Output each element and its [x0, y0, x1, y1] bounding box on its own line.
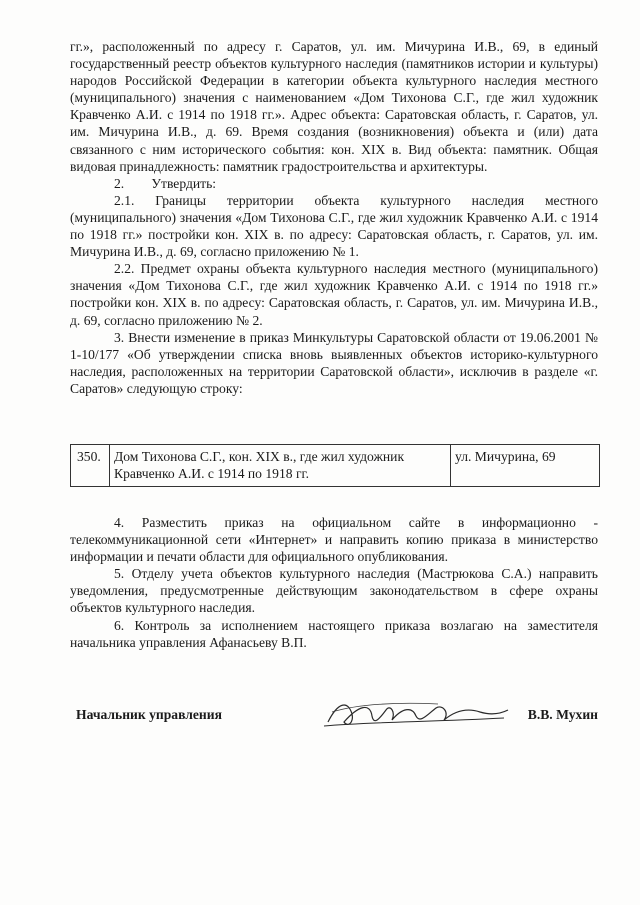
- paragraph-item-2-2: 2.2. Предмет охраны объекта культурного наследия местного (муниципального) значения «Дом Тихонова С.Г., где жил художник Кравченко А.И. с 1914 по 1918 гг.» постройки кон. XIX в. по адресу: Саратовская область, г. Саратов, ул. им. Мичурина И.В., д. 69, согласно приложению № 2.: [70, 261, 598, 328]
- paragraph-item-2-1: 2.1. Границы территории объекта культурного наследия местного (муниципального) значения «Дом Тихонова С.Г., где жил художник Кравченко А.И. с 1914 по 1918 гг.» постройки кон. XIX в. по адресу: Саратовская область, г. Саратов, ул. им. Мичурина И.В., д. 69, согласно приложению № 1.: [70, 192, 598, 260]
- document-body-bottom: [70, 514, 598, 651]
- table-row: [71, 445, 600, 487]
- paragraph-item-6: 6. Контроль за исполнением настоящего приказа возлагаю на заместителя начальника управления Афанасьеву В.П.: [70, 617, 598, 650]
- paragraph-continuation: гг.», расположенный по адресу г. Саратов, ул. им. Мичурина И.В., 69, в единый государственный реестр объектов культурного наследия (памятников истории и культуры) народов Российской Федерации в категории объекта культурного наследия местного (муниципального) значения с наименованием «Дом Тихонова С.Г., где жил художник Кравченко А.И. с 1914 по 1918 гг.». Адрес объекта: Саратовская область, г. Саратов, ул. им. Мичурина И.В., д. 69. Время создания (возникновения) объекта и (или) дата связанного с ним исторического события: кон. XIX в. Вид объекта: памятник. Общая видовая принадлежность: памятник градостроительства и архитектуры.: [70, 39, 598, 174]
- signer-name: В.В. Мухин: [527, 707, 598, 722]
- excluded-row-table: [70, 444, 600, 487]
- paragraph-item-4: 4. Разместить приказ на официальном сайте в информационно - телекоммуникационной сети «Интернет» и направить копию приказа в министерство информации и печати области для официального опубликования.: [70, 515, 598, 565]
- signer-title: Начальник управления: [76, 707, 222, 722]
- row-number: 350.: [71, 445, 110, 487]
- paragraph-item-5: 5. Отделу учета объектов культурного наследия (Мастрюкова С.А.) направить уведомления, предусмотренные действующим законодательством в сфере охраны объектов культурного наследия.: [70, 566, 598, 616]
- row-address: ул. Мичурина, 69: [451, 445, 600, 487]
- handwritten-signature: [318, 692, 514, 736]
- row-object-name: Дом Тихонова С.Г., кон. XIX в., где жил художник Кравченко А.И. с 1914 по 1918 гг.: [110, 445, 451, 487]
- document-body-top: [70, 38, 598, 397]
- paragraph-item-3: 3. Внести изменение в приказ Минкультуры Саратовской области от 19.06.2001 № 1-10/177 «Об утверждении списка вновь выявленных объектов историко-культурного наследия, расположенных на территории Саратовской области», исключив в разделе «г. Саратов» следующую строку:: [70, 329, 598, 396]
- paragraph-item-2: 2. Утвердить:: [114, 175, 217, 191]
